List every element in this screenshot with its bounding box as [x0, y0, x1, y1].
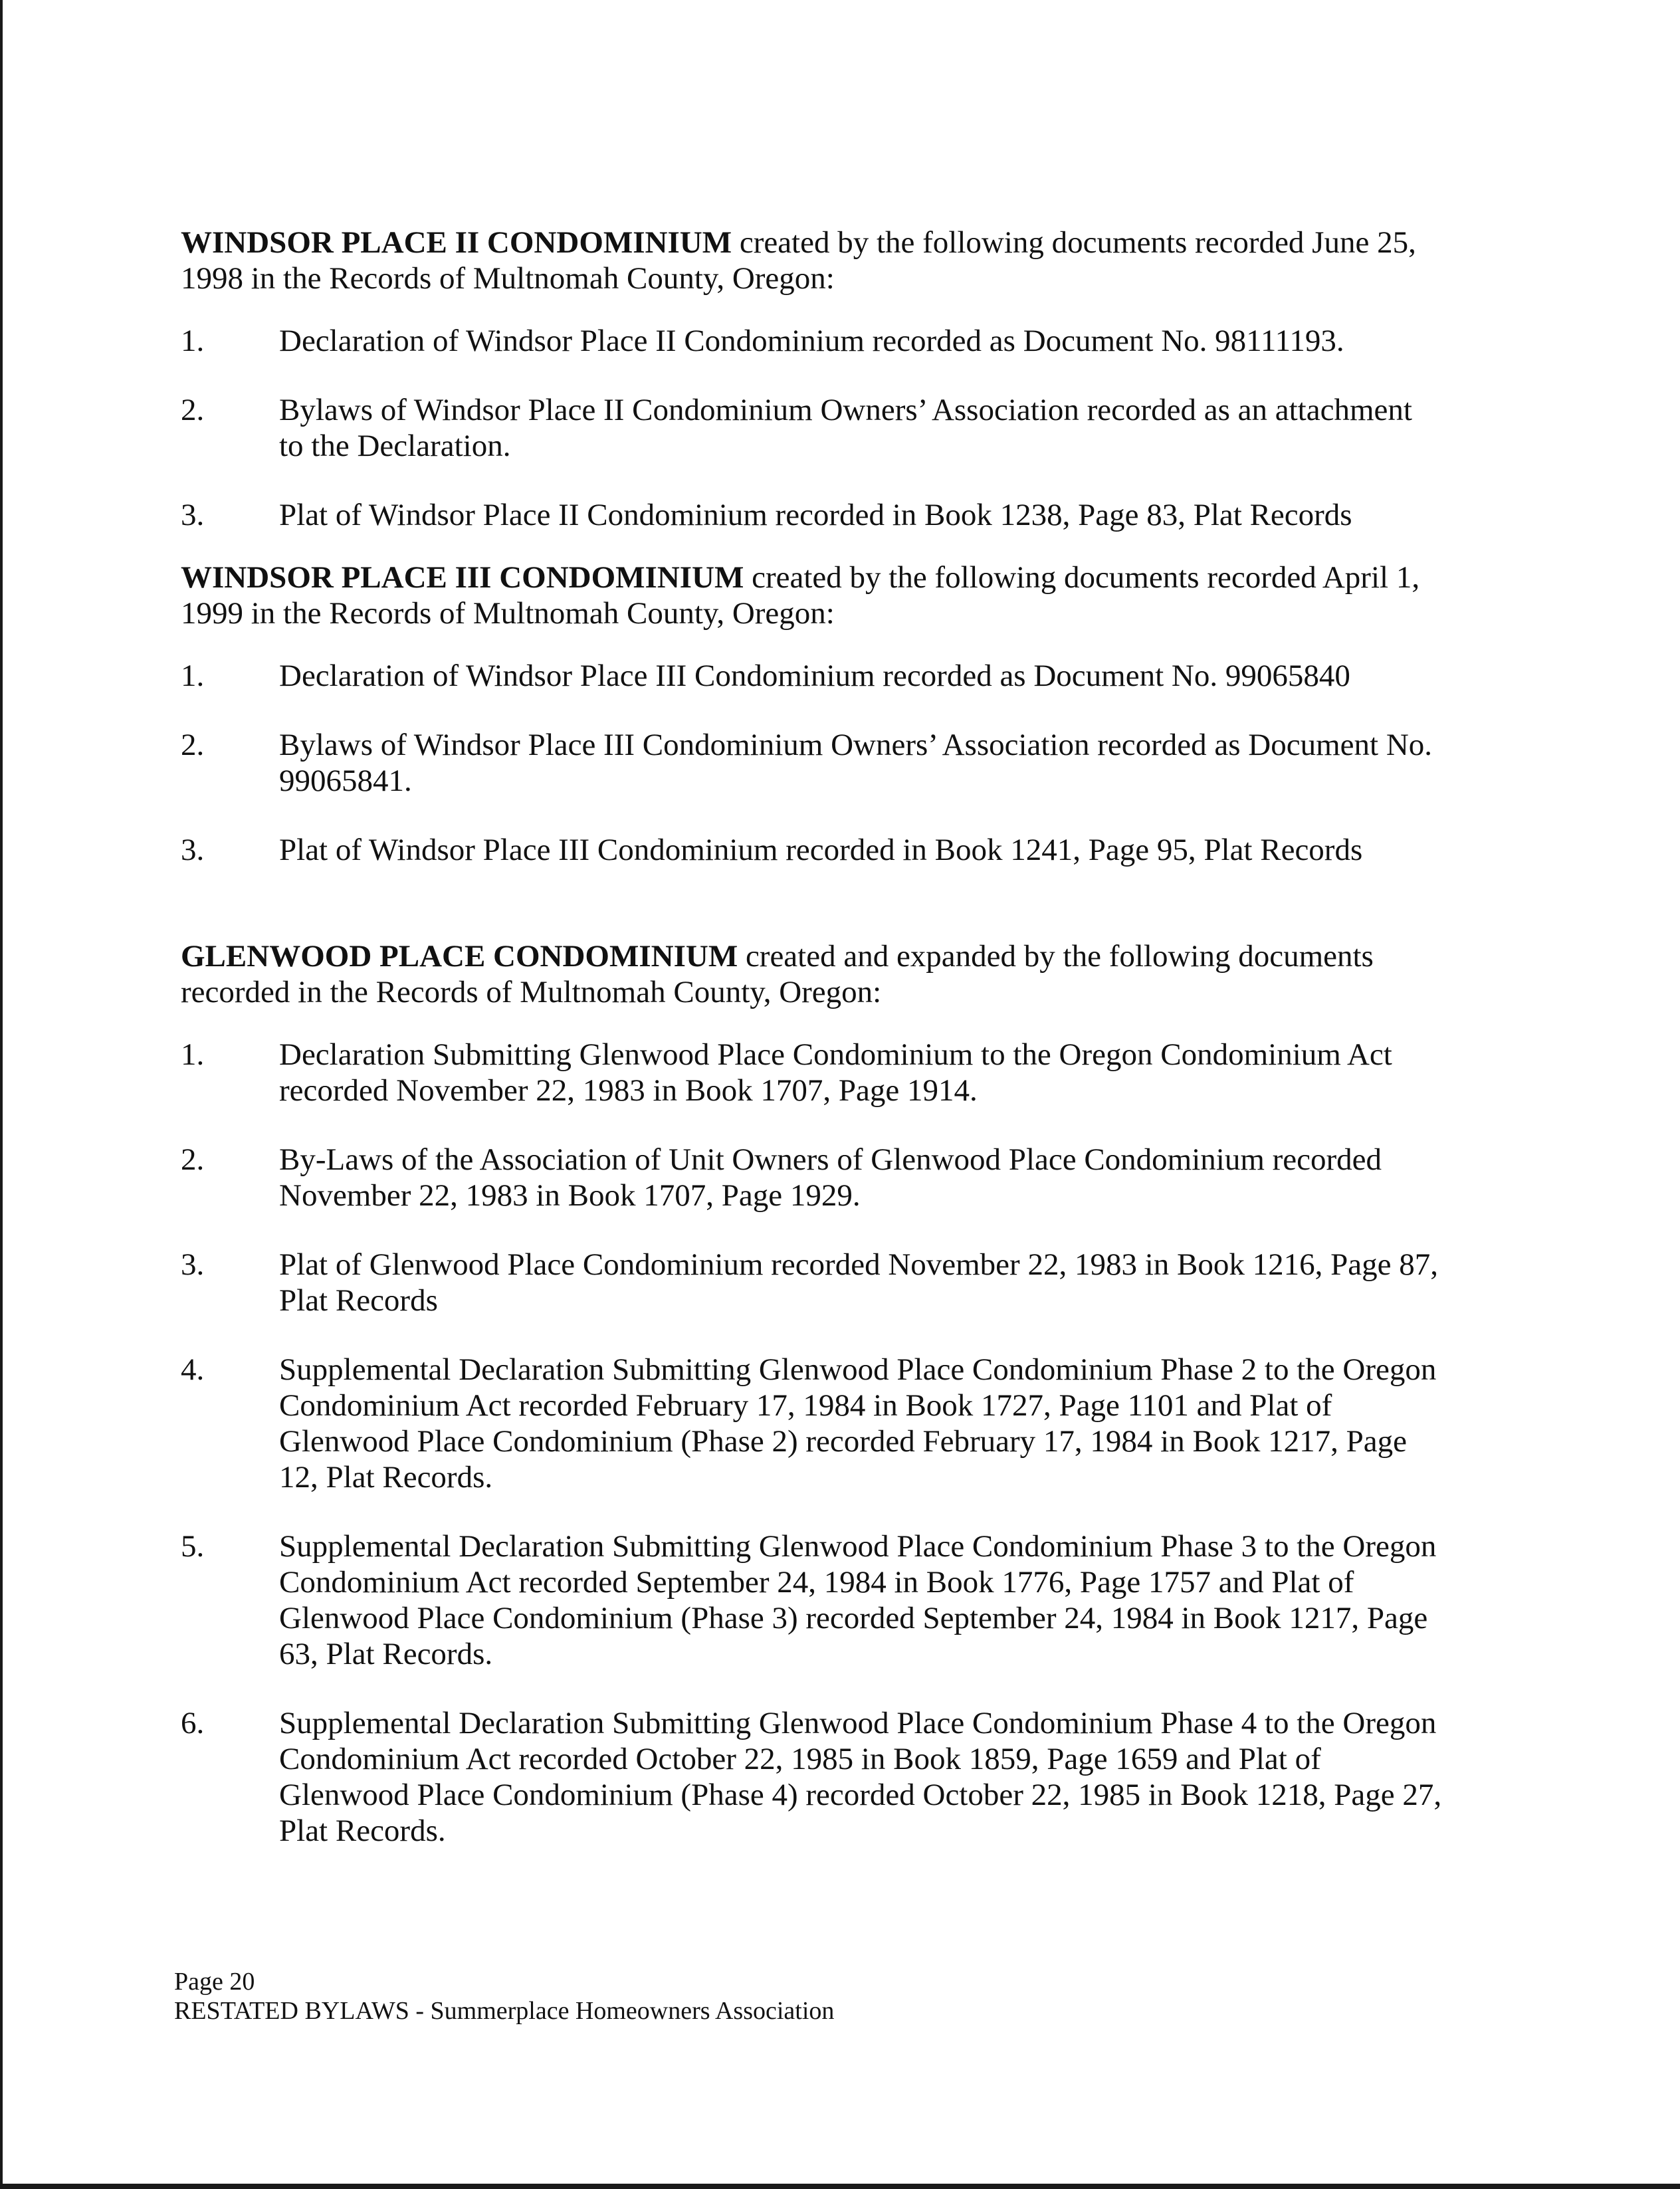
list-item-text: Declaration of Windsor Place II Condominium recorded as Document No. 98111193. — [279, 324, 1344, 358]
list-item — [181, 392, 1443, 464]
list-item-number: 2. — [181, 728, 205, 762]
page-number: Page 20 — [174, 1968, 255, 1996]
list-item-number: 1. — [181, 1037, 205, 1072]
section-spacer — [181, 901, 1443, 938]
list-item-number: 3. — [181, 833, 205, 867]
list-item-text: Plat of Windsor Place III Condominium recorded in Book 1241, Page 95, Plat Records — [279, 833, 1363, 867]
page-footer — [174, 1967, 834, 2026]
list-item-text: Supplemental Declaration Submitting Glenwood Place Condominium Phase 2 to the Oregon Condominium Act recorded February 17, 1984 in Book 1727, Page 1101 and Plat of Glenwood Place Condominium (Phase 2) recorded February 17, 1984 in Book 1217, Page 12, Plat Records. — [279, 1352, 1437, 1495]
list-item-text: Declaration of Windsor Place III Condominium recorded as Document No. 99065840 — [279, 659, 1350, 693]
section-windsor-place-iii — [181, 560, 1443, 868]
list-item — [181, 727, 1443, 799]
section-windsor-place-ii — [181, 225, 1443, 533]
page-border-left — [0, 0, 3, 2189]
section-heading: WINDSOR PLACE III CONDOMINIUM — [181, 560, 744, 595]
list-item — [181, 1247, 1443, 1318]
list-item-text: Plat of Glenwood Place Condominium recorded November 22, 1983 in Book 1216, Page 87, Plat Records — [279, 1247, 1438, 1318]
list-item-number: 3. — [181, 498, 205, 532]
section-intro — [181, 560, 1443, 631]
section-intro-text: created by the following documents recorded April 1, 1999 in the Records of Multnomah County, Oregon: — [181, 560, 1420, 631]
list-item-number: 1. — [181, 324, 205, 358]
list-item-number: 5. — [181, 1529, 205, 1564]
list-item — [181, 1037, 1443, 1108]
section-intro-text: created and expanded by the following documents recorded in the Records of Multnomah County, Oregon: — [181, 939, 1374, 1009]
section-heading: GLENWOOD PLACE CONDOMINIUM — [181, 939, 738, 974]
section-glenwood-place — [181, 938, 1443, 1849]
list-item-text: Bylaws of Windsor Place III Condominium Owners’ Association recorded as Document No. 99065841. — [279, 728, 1433, 798]
list-item — [181, 1142, 1443, 1213]
list-item-text: Declaration Submitting Glenwood Place Condominium to the Oregon Condominium Act recorded November 22, 1983 in Book 1707, Page 1914. — [279, 1037, 1392, 1108]
list-item-text: Supplemental Declaration Submitting Glenwood Place Condominium Phase 4 to the Oregon Condominium Act recorded October 22, 1985 in Book 1859, Page 1659 and Plat of Glenwood Place Condominium (Phase 4) recorded October 22, 1985 in Book 1218, Page 27, Plat Records. — [279, 1706, 1442, 1848]
section-intro — [181, 225, 1443, 296]
document-title: RESTATED BYLAWS - Summerplace Homeowners Association — [174, 1997, 835, 2025]
list-item-text: Plat of Windsor Place II Condominium recorded in Book 1238, Page 83, Plat Records — [279, 498, 1352, 532]
list-item — [181, 323, 1443, 359]
list-item — [181, 497, 1443, 533]
list-item — [181, 1528, 1443, 1672]
section-heading: WINDSOR PLACE II CONDOMINIUM — [181, 225, 732, 260]
section-intro — [181, 938, 1443, 1010]
list-item — [181, 1352, 1443, 1495]
list-item-text: Bylaws of Windsor Place II Condominium Owners’ Association recorded as an attachment to the Declaration. — [279, 393, 1412, 463]
list-item — [181, 1705, 1443, 1849]
document-body — [181, 225, 1443, 1882]
list-item-number: 3. — [181, 1247, 205, 1282]
list-item — [181, 832, 1443, 868]
list-item-number: 1. — [181, 659, 205, 693]
list-item — [181, 658, 1443, 694]
list-item-number: 6. — [181, 1706, 205, 1740]
list-item-number: 4. — [181, 1352, 205, 1387]
list-item-text: By-Laws of the Association of Unit Owners of Glenwood Place Condominium recorded November 22, 1983 in Book 1707, Page 1929. — [279, 1142, 1382, 1213]
list-item-number: 2. — [181, 393, 205, 427]
page-border-bottom — [0, 2184, 1680, 2189]
section-intro-text: created by the following documents recorded June 25, 1998 in the Records of Multnomah County, Oregon: — [181, 225, 1416, 296]
list-item-number: 2. — [181, 1142, 205, 1177]
list-item-text: Supplemental Declaration Submitting Glenwood Place Condominium Phase 3 to the Oregon Condominium Act recorded September 24, 1984 in Book 1776, Page 1757 and Plat of Glenwood Place Condominium (Phase 3) recorded September 24, 1984 in Book 1217, Page 63, Plat Records. — [279, 1529, 1437, 1671]
